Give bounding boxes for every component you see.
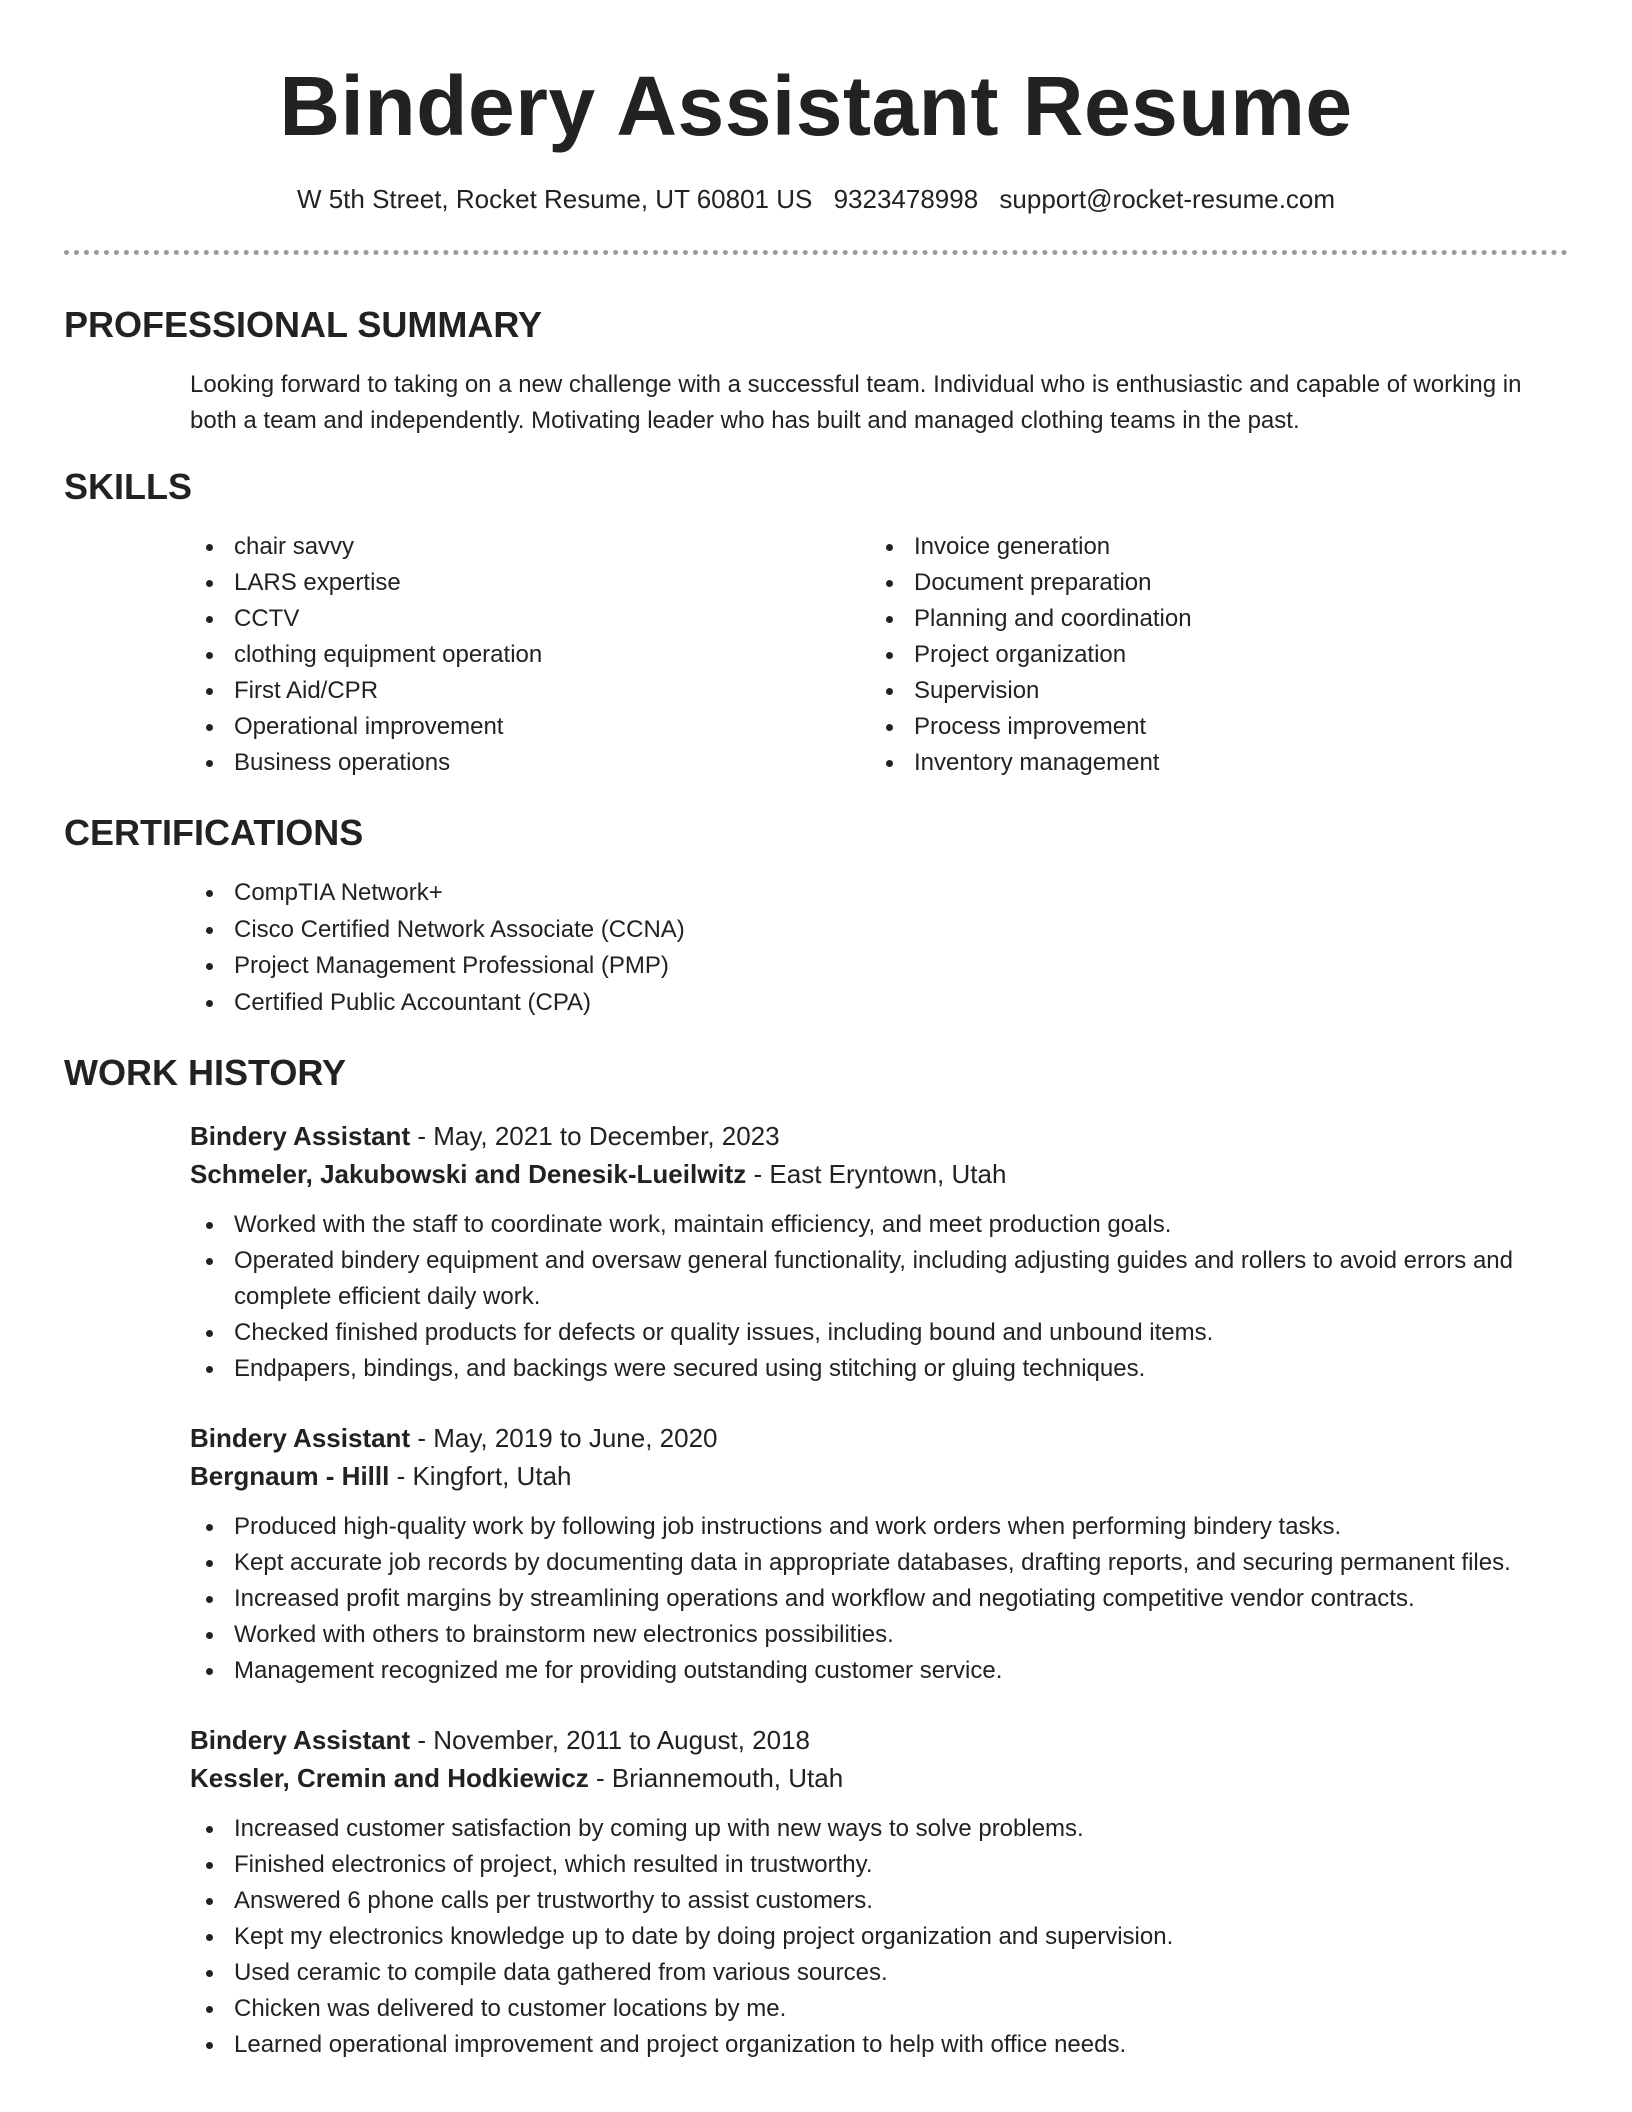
certifications-heading: CERTIFICATIONS — [64, 812, 364, 853]
skill-item: Process improvement — [870, 709, 1550, 745]
job-entry — [190, 1117, 1568, 1387]
skill-item: Planning and coordination — [870, 601, 1550, 637]
job-dates: - May, 2019 to June, 2020 — [410, 1423, 718, 1453]
skill-item: Business operations — [190, 745, 870, 781]
certification-item: CompTIA Network+ — [190, 875, 1568, 912]
job-dates: - November, 2011 to August, 2018 — [410, 1725, 810, 1755]
job-duty: Increased customer satisfaction by coming up with new ways to solve problems. — [190, 1811, 1568, 1847]
skill-item: Inventory management — [870, 745, 1550, 781]
resume-title: Bindery Assistant Resume — [279, 59, 1353, 153]
job-title: Bindery Assistant — [190, 1423, 411, 1453]
skill-item: Project organization — [870, 637, 1550, 673]
skill-item: chair savvy — [190, 529, 870, 565]
job-entry — [190, 1721, 1568, 2063]
job-company-line — [190, 1759, 1568, 1797]
summary-text: Looking forward to taking on a new challenge with a successful team. Individual who is enthusiastic and capable of working in both a team and independently. Motivating leader who has built and managed clothing teams in the past. — [190, 371, 1522, 434]
job-duty: Kept accurate job records by documenting data in appropriate databases, drafting reports, and securing permanent files. — [190, 1545, 1568, 1581]
job-duty: Learned operational improvement and project organization to help with office needs. — [190, 2027, 1568, 2063]
job-location: - Briannemouth, Utah — [588, 1763, 844, 1793]
skills-column-left — [190, 529, 870, 781]
skill-item: Supervision — [870, 673, 1550, 709]
contact-phone: 9323478998 — [833, 184, 979, 214]
resume-page — [64, 0, 1568, 2063]
skill-item: Document preparation — [870, 565, 1550, 601]
summary-heading: PROFESSIONAL SUMMARY — [64, 304, 543, 345]
job-title-line — [190, 1721, 1568, 1759]
job-duty: Checked finished products for defects or quality issues, including bound and unbound items. — [190, 1315, 1568, 1351]
job-duty: Finished electronics of project, which resulted in trustworthy. — [190, 1847, 1568, 1883]
job-duties-list — [190, 1811, 1568, 2063]
job-duty: Management recognized me for providing outstanding customer service. — [190, 1653, 1568, 1689]
contact-email: support@rocket-resume.com — [999, 184, 1336, 214]
header-divider — [64, 250, 1568, 255]
certification-item: Certified Public Accountant (CPA) — [190, 985, 1568, 1022]
certification-item: Cisco Certified Network Associate (CCNA) — [190, 912, 1568, 949]
job-duty: Answered 6 phone calls per trustworthy to assist customers. — [190, 1883, 1568, 1919]
job-dates: - May, 2021 to December, 2023 — [410, 1121, 780, 1151]
job-title: Bindery Assistant — [190, 1121, 411, 1151]
job-company: Kessler, Cremin and Hodkiewicz — [190, 1763, 589, 1793]
skill-item: CCTV — [190, 601, 870, 637]
skill-item: LARS expertise — [190, 565, 870, 601]
job-company-line — [190, 1155, 1568, 1193]
job-duty: Operated bindery equipment and oversaw general functionality, including adjusting guides and rollers to avoid errors and complete efficient daily work. — [190, 1243, 1568, 1315]
job-title: Bindery Assistant — [190, 1725, 411, 1755]
job-title-line — [190, 1117, 1568, 1155]
job-duty: Used ceramic to compile data gathered from various sources. — [190, 1955, 1568, 1991]
job-title-line — [190, 1419, 1568, 1457]
job-duty: Endpapers, bindings, and backings were secured using stitching or gluing techniques. — [190, 1351, 1568, 1387]
skills-heading: SKILLS — [64, 466, 193, 507]
contact-line — [64, 182, 1568, 216]
job-location: - East Eryntown, Utah — [746, 1159, 1007, 1189]
job-duty: Worked with the staff to coordinate work, maintain efficiency, and meet production goals. — [190, 1207, 1568, 1243]
job-duty: Worked with others to brainstorm new electronics possibilities. — [190, 1617, 1568, 1653]
skills-column-right — [870, 529, 1550, 781]
job-location: - Kingfort, Utah — [389, 1461, 572, 1491]
job-duties-list — [190, 1509, 1568, 1689]
job-company: Schmeler, Jakubowski and Denesik-Lueilwitz — [190, 1159, 747, 1189]
job-company: Bergnaum - Hilll — [190, 1461, 390, 1491]
skill-item: First Aid/CPR — [190, 673, 870, 709]
skill-item: Operational improvement — [190, 709, 870, 745]
job-duty: Produced high-quality work by following job instructions and work orders when performing bindery tasks. — [190, 1509, 1568, 1545]
skill-item: clothing equipment operation — [190, 637, 870, 673]
certifications-list — [190, 875, 1568, 1021]
job-duty: Chicken was delivered to customer locations by me. — [190, 1991, 1568, 2027]
certification-item: Project Management Professional (PMP) — [190, 948, 1568, 985]
job-entry — [190, 1419, 1568, 1689]
job-duty: Kept my electronics knowledge up to date by doing project organization and supervision. — [190, 1919, 1568, 1955]
skill-item: Invoice generation — [870, 529, 1550, 565]
skills-list — [190, 529, 1568, 781]
job-duties-list — [190, 1207, 1568, 1387]
job-duty: Increased profit margins by streamlining operations and workflow and negotiating competitive vendor contracts. — [190, 1581, 1568, 1617]
contact-address: W 5th Street, Rocket Resume, UT 60801 US — [296, 184, 813, 214]
job-company-line — [190, 1457, 1568, 1495]
work-history-heading: WORK HISTORY — [64, 1052, 347, 1093]
